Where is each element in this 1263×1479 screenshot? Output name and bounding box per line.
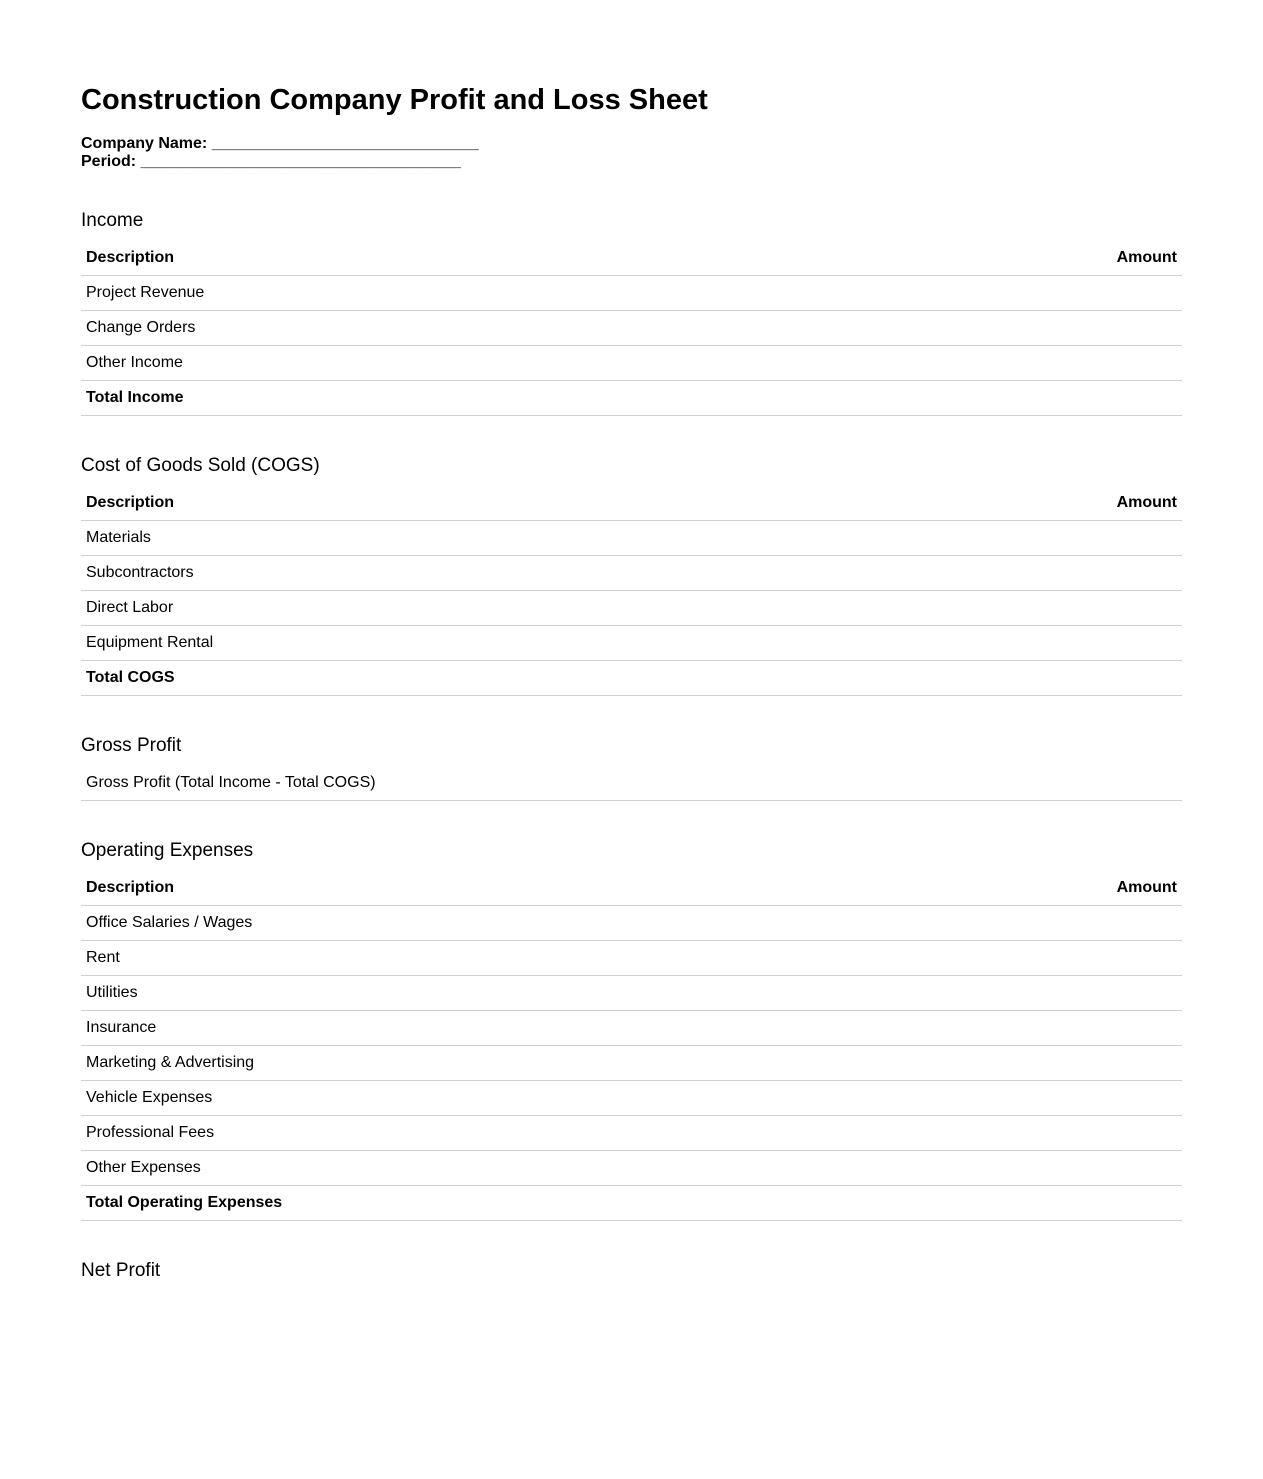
total-row bbox=[81, 381, 1182, 416]
row-description: Project Revenue bbox=[81, 276, 792, 311]
document bbox=[81, 82, 1182, 1283]
table-row bbox=[81, 941, 1182, 976]
row-description: Direct Labor bbox=[81, 591, 808, 626]
table-row bbox=[81, 1046, 1182, 1081]
row-amount[interactable] bbox=[808, 626, 1182, 661]
row-description: Rent bbox=[81, 941, 902, 976]
table-header bbox=[81, 241, 1182, 276]
net-profit-heading: Net Profit bbox=[81, 1260, 161, 1281]
total-row bbox=[81, 661, 1182, 696]
table-row bbox=[81, 591, 1182, 626]
row-amount[interactable] bbox=[792, 346, 1182, 381]
row-amount[interactable] bbox=[792, 276, 1182, 311]
operating-expenses-heading: Operating Expenses bbox=[81, 840, 254, 861]
row-amount[interactable] bbox=[902, 1186, 1182, 1221]
description-header: Description bbox=[81, 241, 792, 276]
period-line bbox=[81, 153, 1182, 171]
table-row bbox=[81, 1011, 1182, 1046]
table-row bbox=[81, 276, 1182, 311]
table-row bbox=[81, 976, 1182, 1011]
company-name-blank[interactable]: ______________________________ bbox=[211, 135, 479, 152]
cogs-heading: Cost of Goods Sold (COGS) bbox=[81, 455, 320, 476]
row-amount[interactable] bbox=[902, 1081, 1182, 1116]
amount-header: Amount bbox=[808, 486, 1182, 521]
row-description: Insurance bbox=[81, 1011, 902, 1046]
row-description: Vehicle Expenses bbox=[81, 1081, 902, 1116]
row-amount[interactable] bbox=[808, 591, 1182, 626]
row-amount[interactable] bbox=[902, 1046, 1182, 1081]
row-amount[interactable] bbox=[808, 661, 1182, 696]
table-row bbox=[81, 906, 1182, 941]
row-description: Marketing & Advertising bbox=[81, 1046, 902, 1081]
operating-expenses-table bbox=[81, 871, 1182, 1221]
company-name-line bbox=[81, 135, 1182, 153]
row-description: Other Income bbox=[81, 346, 792, 381]
table-row bbox=[81, 1116, 1182, 1151]
document-meta bbox=[81, 135, 1182, 171]
table-header bbox=[81, 486, 1182, 521]
row-description: Other Expenses bbox=[81, 1151, 902, 1186]
row-description: Office Salaries / Wages bbox=[81, 906, 902, 941]
period-label: Period: bbox=[81, 153, 137, 170]
company-name-label: Company Name: bbox=[81, 135, 208, 152]
table-row bbox=[81, 1151, 1182, 1186]
gross-profit-heading: Gross Profit bbox=[81, 735, 182, 756]
gross-profit-table bbox=[81, 766, 1182, 801]
total-label: Total Operating Expenses bbox=[81, 1186, 902, 1221]
table-row bbox=[81, 766, 1182, 801]
amount-header: Amount bbox=[902, 871, 1182, 906]
table-header bbox=[81, 871, 1182, 906]
row-amount[interactable] bbox=[792, 311, 1182, 346]
row-description: Equipment Rental bbox=[81, 626, 808, 661]
total-label: Total COGS bbox=[81, 661, 808, 696]
row-description: Utilities bbox=[81, 976, 902, 1011]
row-amount[interactable] bbox=[902, 941, 1182, 976]
table-row bbox=[81, 1081, 1182, 1116]
row-amount[interactable] bbox=[902, 976, 1182, 1011]
description-header: Description bbox=[81, 486, 808, 521]
row-amount[interactable] bbox=[902, 1116, 1182, 1151]
row-amount[interactable] bbox=[808, 556, 1182, 591]
table-row bbox=[81, 346, 1182, 381]
period-blank[interactable]: ____________________________________ bbox=[140, 153, 461, 170]
gross-profit-amount[interactable] bbox=[1146, 766, 1182, 801]
table-row bbox=[81, 626, 1182, 661]
table-row bbox=[81, 556, 1182, 591]
amount-header: Amount bbox=[792, 241, 1182, 276]
total-row bbox=[81, 1186, 1182, 1221]
income-table bbox=[81, 241, 1182, 416]
row-description: Materials bbox=[81, 521, 808, 556]
description-header: Description bbox=[81, 871, 902, 906]
row-amount[interactable] bbox=[808, 521, 1182, 556]
income-heading: Income bbox=[81, 210, 144, 231]
gross-profit-label: Gross Profit (Total Income - Total COGS) bbox=[81, 766, 1146, 801]
page-title: Construction Company Profit and Loss Sheet bbox=[81, 84, 708, 116]
row-description: Subcontractors bbox=[81, 556, 808, 591]
row-description: Change Orders bbox=[81, 311, 792, 346]
row-description: Professional Fees bbox=[81, 1116, 902, 1151]
table-row bbox=[81, 311, 1182, 346]
total-label: Total Income bbox=[81, 381, 792, 416]
row-amount[interactable] bbox=[902, 1151, 1182, 1186]
cogs-table bbox=[81, 486, 1182, 696]
table-row bbox=[81, 521, 1182, 556]
row-amount[interactable] bbox=[792, 381, 1182, 416]
row-amount[interactable] bbox=[902, 1011, 1182, 1046]
row-amount[interactable] bbox=[902, 906, 1182, 941]
